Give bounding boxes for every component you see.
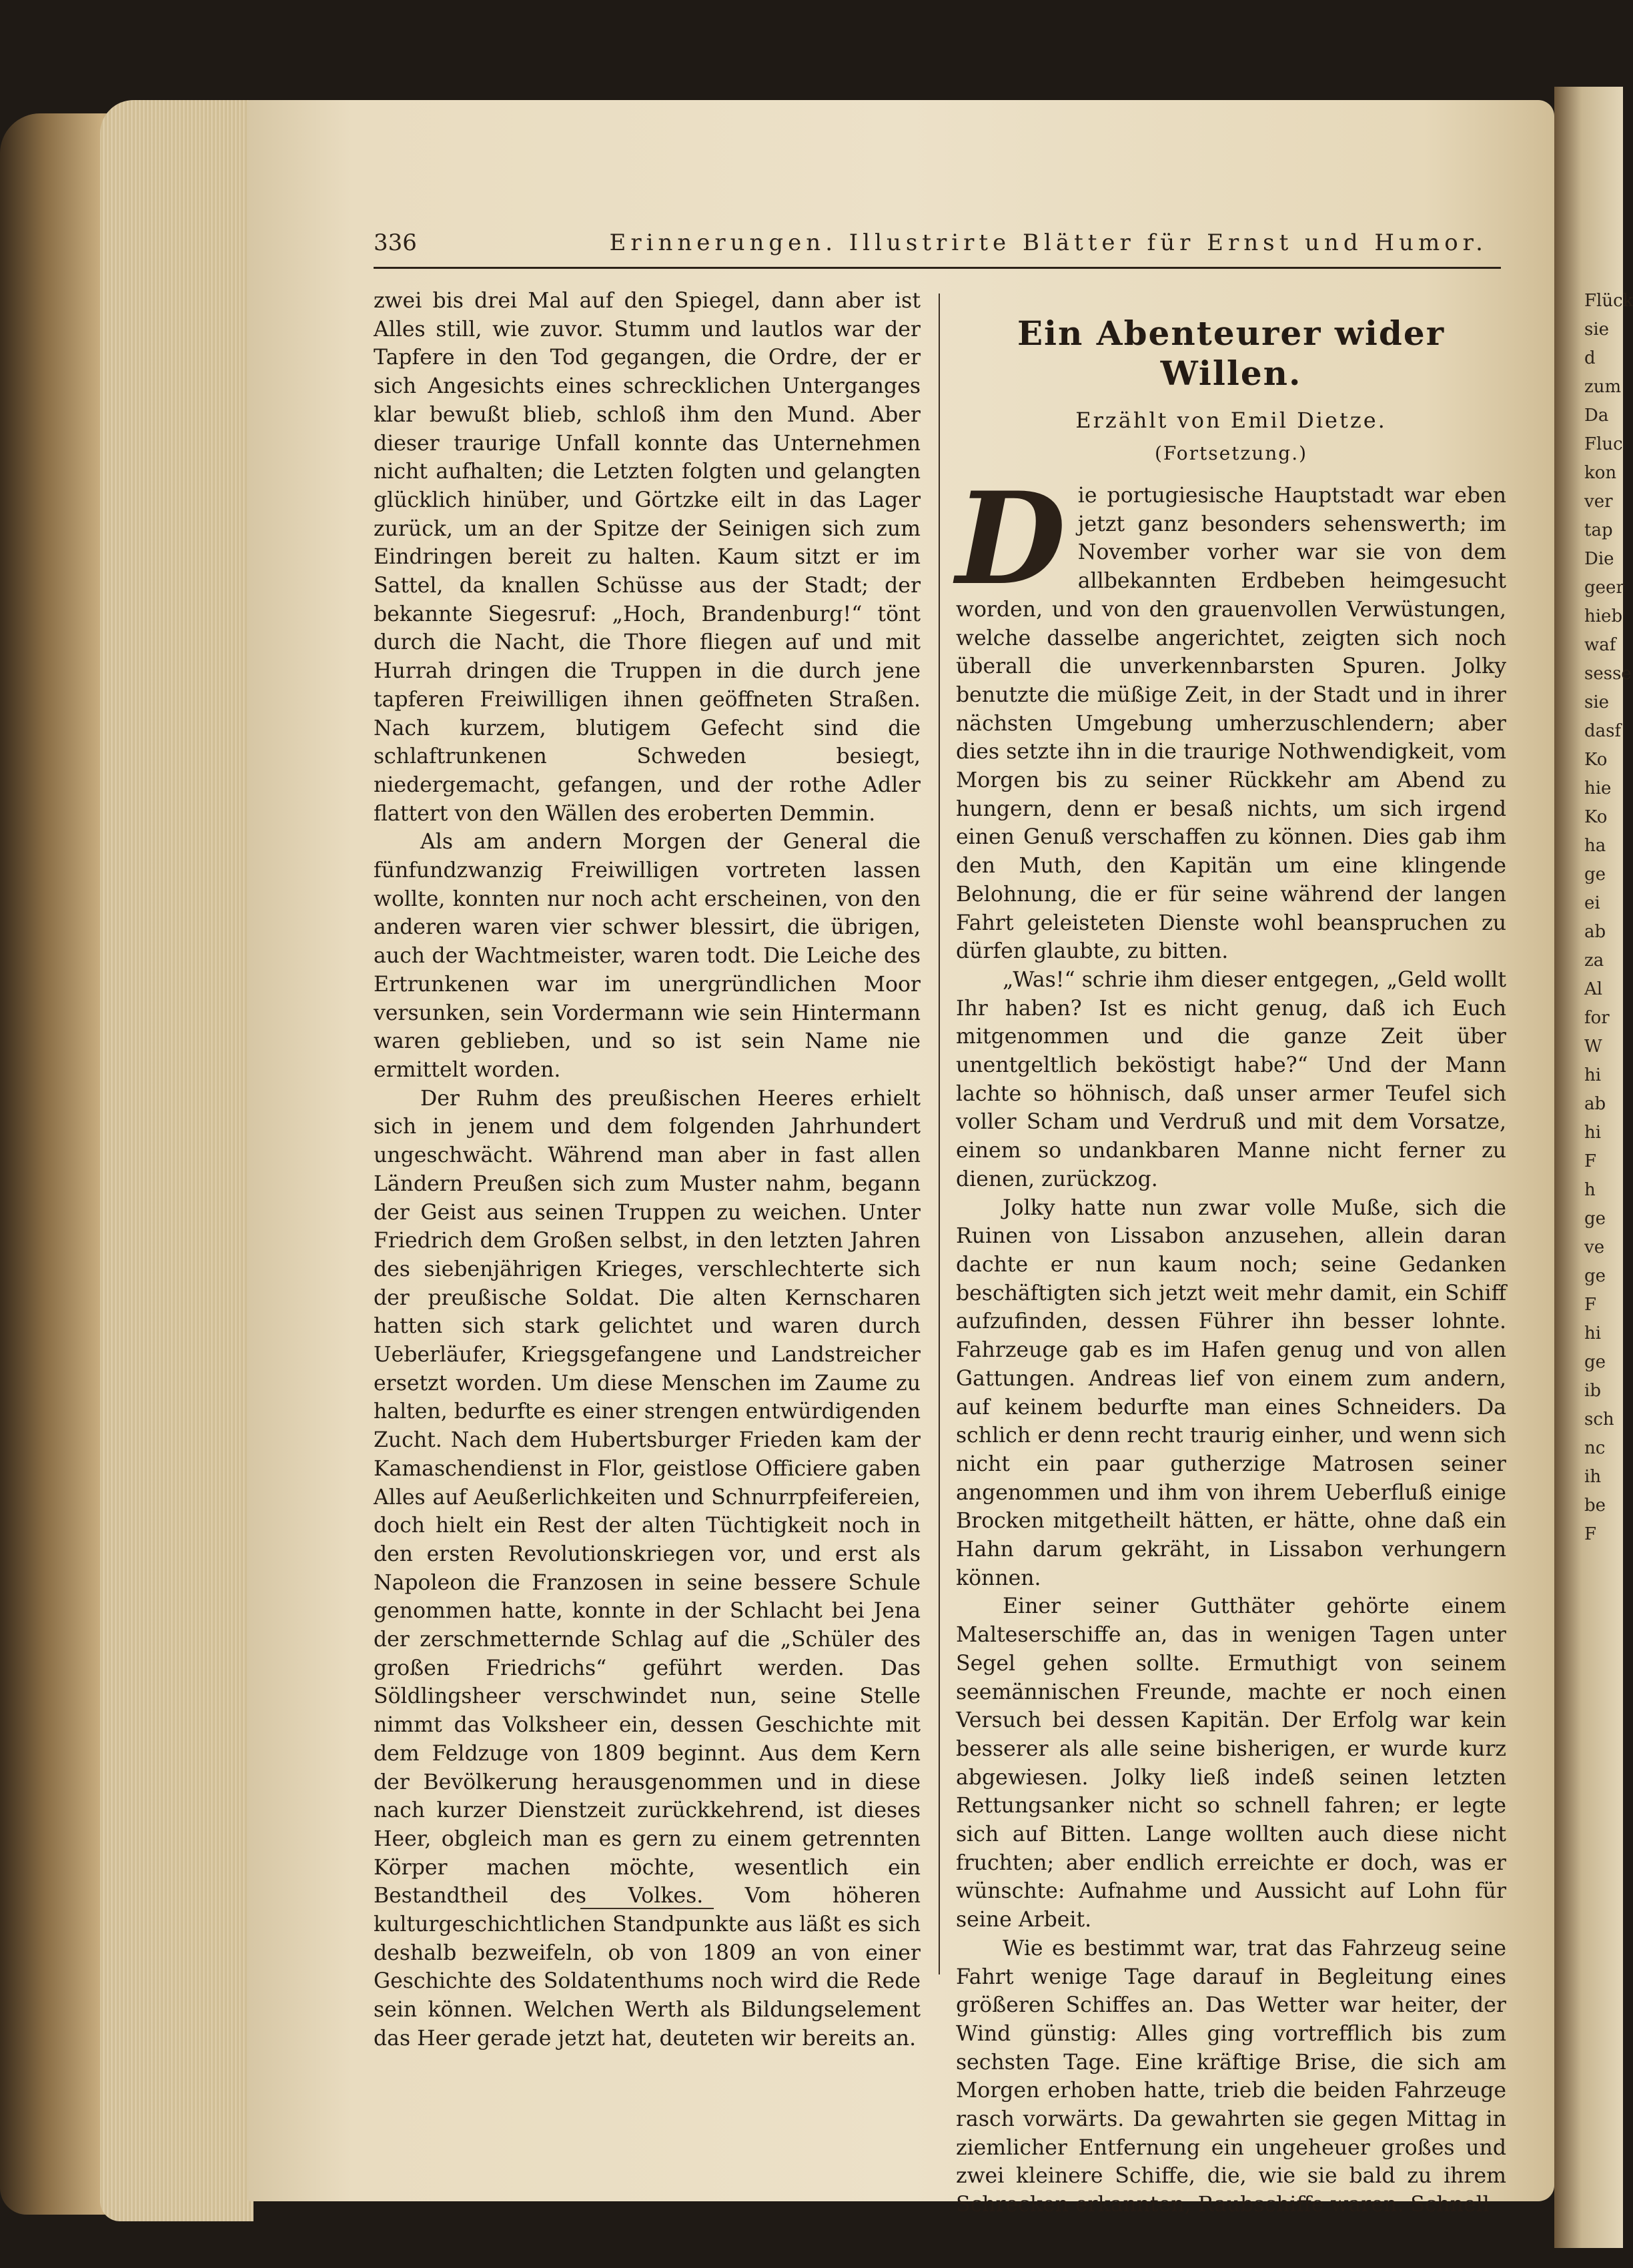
adjacent-fragment: hi	[1584, 1323, 1602, 1343]
adjacent-fragment: ve	[1584, 1237, 1605, 1257]
page-stack-edges	[100, 100, 253, 2221]
adjacent-fragment: nc	[1584, 1438, 1606, 1458]
left-paragraph-2: Als am andern Morgen der General die fünfundzwanzig Freiwilligen vortreten lassen wollte, konnten nur noch acht erscheinen, von den anderen waren vier schwer blessirt, die übrigen, auch der Wachtmeister, waren todt. Die Leiche des Ertrunkenen war im unergründlichen Moor versunken, sein Vordermann wie sein Hintermann waren geblieben, und so ist sein Name nie ermittelt worden.	[374, 830, 921, 1082]
adjacent-fragment: hieb	[1584, 606, 1623, 626]
right-paragraph-5: Wie es bestimmt war, trat das Fahrzeug seine Fahrt wenige Tage darauf in Begleitung eines größeren Schiffes an. Das Wetter war heiter, der Wind günstig: Alles ging vortrefflich bis zum sechsten Tage. Eine kräftige Brise, die sich am Morgen erhoben hatte, trieb die beiden Fahrzeuge rasch vorwärts. Da gewahrten sie gegen Mittag in ziemlicher Entfernung ein ungeheuer großes und zwei kleinere Schiffe, die, wie sie bald zu ihrem Schrecken erkannten, Raubschiffe waren. Schnell	[956, 1936, 1506, 2217]
column-divider	[939, 294, 940, 1974]
adjacent-fragment: h	[1584, 1180, 1596, 1200]
adjacent-fragment: ab	[1584, 922, 1606, 942]
adjacent-fragment: kon	[1584, 463, 1617, 483]
adjacent-fragment: tap	[1584, 520, 1613, 540]
adjacent-fragment: sesse	[1584, 664, 1632, 684]
adjacent-fragment: for	[1584, 1008, 1610, 1028]
left-paragraph-3: Der Ruhm des preußischen Heeres erhielt sich in jenem und dem folgenden Jahrhundert ungeschwächt. Während man aber in fast allen Ländern Preußen sich zum Muster nahm, begann der Geist aus seinen Truppen zu weichen. Unter Friedrich dem Großen selbst, in den letzten Jahren des siebenjährigen Krieges, verschlechterte sich der preußische Soldat. Die alten Kernscharen hatten sich stark gelichtet und waren durch Ueberläufer, Kriegsgefangene und Landstreicher ersetzt worden. Um diese Menschen im Zaume zu halten, bedurfte es einer strengen entwürdigenden Zucht. Nach dem Hubertsburger Frieden kam der Kamaschendienst in Flor, geistlose Officiere gaben Alles auf Aeußerlichkeiten und Schnurrpfeifereien, doch hielt ein Rest der alten Tüchtigkeit noch in den ersten Revolutionskriegen vor, und erst als Napoleon die Franzosen in seine bessere Schule genommen hatte, konnte in der Schlacht bei Jena der zerschmetternde Schlag auf die „Schüler des großen Friedrichs“ geführt werden. Das Söldlingsheer verschwindet nun, seine Stelle nimmt das Volksheer ein, dessen Geschichte mit dem Feldzuge von 1809 beginnt. Aus dem Kern der Bevölkerung herausgenommen und in diese nach kurzer Dienstzeit zurückkehrend, ist dieses Heer, obgleich man es gern zu einem getrennten Körper machen möchte, wesentlich ein Bestandtheil des Volkes. Vom höheren kulturgeschichtlichen Standpunkte aus läßt es sich deshalb bezweifeln, ob von 1809 an von einer Geschichte des Soldatenthums noch wird die Rede sein können. Welchen Werth als Bildungselement das Heer gerade jetzt hat, deuteten wir bereits an.	[374, 1086, 921, 2051]
story-byline: Erzählt von Emil Dietze.	[1075, 408, 1387, 433]
adjacent-fragment: ge	[1584, 1352, 1606, 1372]
adjacent-fragment: waf	[1584, 635, 1616, 655]
adjacent-fragment: F	[1584, 1524, 1597, 1544]
page-number: 336	[374, 229, 417, 256]
adjacent-fragment: W	[1584, 1037, 1602, 1057]
adjacent-fragment: ab	[1584, 1094, 1606, 1114]
adjacent-fragment: sch	[1584, 1409, 1614, 1430]
adjacent-fragment: ge	[1584, 865, 1606, 885]
adjacent-fragment: Ko	[1584, 807, 1608, 827]
right-paragraph-4: Einer seiner Gutthäter gehörte einem Malteserschiffe an, das in wenigen Tagen unter Segel gehen sollte. Ermuthigt von seinem seemännischen Freunde, machte er noch einen Versuch bei dessen Kapitän. Der Erfolg war kein besserer als alle seine bisherigen, er wurde kurz abgewiesen. Jolky ließ indeß seinen letzten Rettungsanker nicht so schnell fahren; er legte sich auf Bitten. Lange wollten auch diese nicht fruchten; aber endlich erreichte er doch, was er wünschte: Aufnahme und Aussicht auf Lohn für seine Arbeit.	[956, 1594, 1506, 1932]
adjacent-fragment: sie d	[1584, 320, 1610, 368]
continued-note: (Fortsetzung.)	[1154, 442, 1308, 464]
adjacent-fragment: Al	[1584, 979, 1603, 999]
adjacent-fragment: ib	[1584, 1381, 1601, 1401]
adjacent-fragment: be	[1584, 1496, 1606, 1516]
adjacent-fragment: F	[1584, 1151, 1597, 1171]
adjacent-fragment: Fluc	[1584, 434, 1623, 454]
page-header	[374, 227, 1501, 269]
running-title: Erinnerungen. Illustrirte Blätter für Ernst und Humor.	[609, 229, 1488, 256]
drop-cap: D	[956, 464, 1066, 613]
right-paragraph-2: „Was!“ schrie ihm dieser entgegen, „Geld wollt Ihr haben? Ist es nicht genug, daß ich Euch mitgenommen und die ganze Zeit über unentgeltlich beköstigt habe?“ Und der Mann lachte so höhnisch, daß unser armer Teufel sich voller Scham und Verdruß und mit dem Vorsatze, einem so undankbaren Manne nicht ferner zu dienen, zurückzog.	[956, 967, 1506, 1191]
adjacent-fragment: Da	[1584, 406, 1609, 426]
adjacent-fragment: ih	[1584, 1467, 1602, 1487]
right-paragraph-1-text: ie portugiesische Hauptstadt war eben jetzt ganz besonders sehenswerth; im November vorher war sie von dem allbekannten Erdbeben heimgesucht worden, und von den grauenvollen Verwüstungen, welche dasselbe angerichtet, zeigten sich noch überall die unverkennbarsten Spuren. Jolky benutzte die müßige Zeit, in der Stadt und in ihrer nächsten Umgebung umherzuschlendern; aber dies setzte ihn in die traurige Nothwendigkeit, vom Morgen bis zu seiner Rückkehr am Abend zu hungern, denn er besaß nichts, um sich irgend einen Genuß verschaffen zu können. Dies gab ihm den Muth, den Kapitän um eine klingende Belohnung, die er für seine während der langen Fahrt geleisteten Dienste wohl beanspruchen zu dürfen glaubte, zu bitten.	[956, 484, 1506, 964]
adjacent-fragment: ver	[1584, 492, 1613, 512]
article-end-rule	[580, 1908, 714, 1909]
left-column	[374, 287, 921, 2053]
adjacent-fragment: hi	[1584, 1123, 1602, 1143]
adjacent-fragment: ha	[1584, 836, 1606, 856]
adjacent-fragment: hie	[1584, 778, 1612, 798]
story-title: Ein Abenteurer wider Willen.	[1017, 314, 1446, 393]
right-column	[956, 287, 1506, 2219]
adjacent-fragment: zum	[1584, 377, 1622, 397]
right-paragraph-3: Jolky hatte nun zwar volle Muße, sich die Ruinen von Lissabon anzusehen, allein daran dachte er nun kaum noch; seine Gedanken beschäftigten sich jetzt weit mehr damit, ein Schiff aufzufinden, dessen Führer ihn besser lohnte. Fahrzeuge gab es im Hafen genug und von allen Gattungen. Andreas lief von einem zum andern, auf keinem bedurfte man eines Schneiders. Da schlich er denn recht traurig einher, und wenn sich nicht ein paar gutherzige Matrosen seiner angenommen und ihm von ihrem Ueberfluß einige Brocken mitgetheilt hätten, er hätte, ohne daß ein Hahn darum gekräht, in Lissabon verhungern können.	[956, 1195, 1506, 1590]
adjacent-fragment: ei	[1584, 893, 1600, 913]
left-paragraph-1: zwei bis drei Mal auf den Spiegel, dann aber ist Alles still, wie zuvor. Stumm und lautlos war der Tapfere in den Tod gegangen, die Ordre, der er sich Angesichts eines schrecklichen Unterganges klar bewußt blieb, schloß ihm den Mund. Aber dieser traurige Unfall konnte das Unternehmen nicht aufhalten; die Letzten folgten und gelangten glücklich hinüber, und Görtzke eilt in das Lager zurück, um an der Spitze der Seinigen sich zum Eindringen bereit zu halten. Kaum sitzt er im Sattel, da knallen Schüsse aus der Stadt; der bekannte Siegesruf: „Hoch, Brandenburg!“ tönt durch die Nacht, die Thore fliegen auf und mit Hurrah dringen die Truppen in die durch jene tapferen Freiwilligen ihnen geöffneten Straßen. Nach kurzem, blutigem Gefecht sind die schlaftrunkenen Schweden besiegt, niedergemacht, gefangen, und der rothe Adler flattert von den Wällen des eroberten Demmin.	[374, 289, 921, 826]
adjacent-fragment: hi	[1584, 1065, 1602, 1085]
adjacent-fragment: Flück	[1584, 291, 1633, 311]
adjacent-page-fragments	[1584, 287, 1633, 2021]
adjacent-fragment: Ko	[1584, 750, 1608, 770]
adjacent-fragment: za	[1584, 951, 1604, 971]
right-paragraph-1	[956, 464, 1506, 966]
adjacent-fragment: dasf	[1584, 721, 1622, 741]
adjacent-fragment: F	[1584, 1295, 1597, 1315]
adjacent-fragment: sie	[1584, 692, 1610, 712]
adjacent-fragment: ge	[1584, 1266, 1606, 1286]
adjacent-fragment: geer	[1584, 578, 1624, 598]
adjacent-fragment: Die	[1584, 549, 1614, 569]
adjacent-fragment: ge	[1584, 1209, 1606, 1229]
